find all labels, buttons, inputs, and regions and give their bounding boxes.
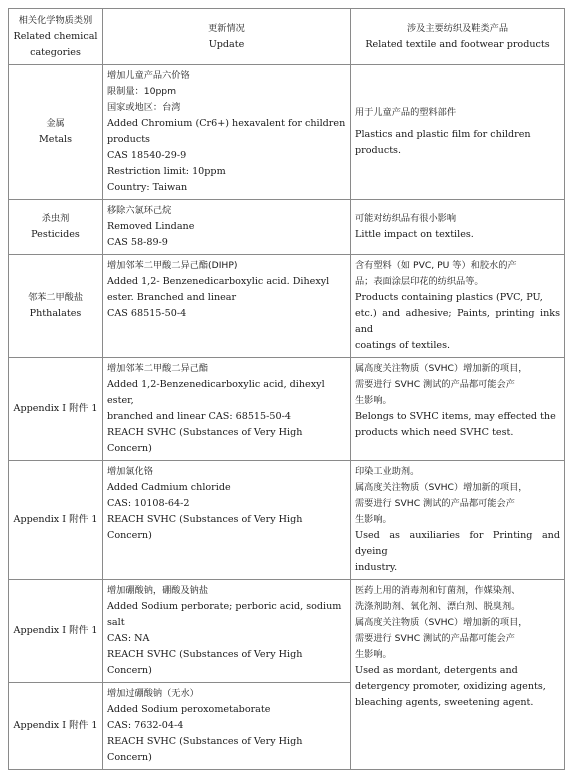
category-cn: 杀虫剂 [41,213,70,224]
header-update-line: Update [208,38,245,50]
update-line: CAS: 7632-04-4 [107,720,184,731]
update-line: products [107,134,150,145]
table-row [9,255,565,358]
update-line: REACH SVHC (Substances of Very High Concern) [107,649,303,676]
update-line: CAS 18540-29-9 [107,150,187,161]
update-cell [103,255,351,358]
update-cell [103,580,351,683]
update-line: CAS: NA [107,633,150,644]
products-cell [351,580,565,770]
products-line: etc.) and adhesive; Paints, printing inks and [355,308,560,335]
update-line: CAS 58-89-9 [107,237,168,248]
category-label: Appendix I 附件 1 [13,625,98,636]
update-line: 增加氯化铬 [107,466,153,477]
products-line: industry. [355,562,398,573]
category-cell [9,358,103,461]
update-cell [103,683,351,770]
header-row [9,9,565,65]
update-line: ester. Branched and linear [107,292,237,303]
products-line: Little impact on textiles. [355,229,474,240]
update-line: 增加邻苯二甲酸二异己酯(DIHP) [107,260,238,271]
update-line: Added Sodium peroxometaborate [107,704,271,715]
update-line: REACH SVHC (Substances of Very High Concern) [107,736,303,763]
header-category-line: 相关化学物质类别 [18,14,93,26]
products-line: 用于儿童产品的塑料部件 [355,107,457,118]
products-line: 生影响。 [355,649,392,660]
category-en: Metals [38,134,73,145]
category-label: Appendix I 附件 1 [13,403,98,414]
category-cn: 金属 [46,118,65,129]
products-line: 洗涤剂助剂、氧化剂、漂白剂、脱臭剂。 [355,601,521,612]
update-line: Added Cadmium chloride [107,482,231,493]
header-category [9,9,103,65]
products-line: Used as mordant, detergents and [355,665,518,676]
header-update-line: 更新情况 [208,22,245,34]
update-line: Added Sodium perborate; perboric acid, sodium [107,601,342,612]
category-cell [9,683,103,770]
table-row [9,65,565,200]
products-line: products which need SVHC test. [355,427,514,438]
products-line: 含有塑料（如 PVC, PU 等）和胶水的产 [355,260,517,271]
header-products-line: 涉及主要纺织及鞋类产品 [406,22,509,34]
products-line: 需要进行 SVHC 测试的产品都可能会产 [355,379,515,390]
update-line: 国家或地区：台湾 [107,102,181,113]
header-update [103,9,351,65]
products-line: 属高度关注物质（SVHC）增加新的项目， [355,482,528,493]
header-category-line: Related chemical [13,30,98,42]
products-line: coatings of textiles. [355,340,451,351]
update-line: 移除六氯环己烷 [107,205,172,216]
products-cell [351,461,565,580]
update-line: 增加过硼酸钠（无水） [107,688,199,699]
products-line: 可能对纺织品有很小影响 [355,213,457,224]
category-label: Appendix I 附件 1 [13,720,98,731]
update-cell [103,200,351,255]
table-row [9,200,565,255]
category-label: Appendix I 附件 1 [13,514,98,525]
update-line: Removed Lindane [107,221,195,232]
products-line: 印染工业助剂。 [355,466,420,477]
update-cell [103,461,351,580]
category-en: Pesticides [31,229,80,240]
table-row [9,580,565,683]
category-cell [9,65,103,200]
products-line: 需要进行 SVHC 测试的产品都可能会产 [355,498,515,509]
update-line: Added Chromium (Cr6+) hexavalent for children [107,118,346,129]
header-category-line: categories [30,46,81,58]
update-line: salt [107,617,125,628]
products-line: 需要进行 SVHC 测试的产品都可能会产 [355,633,515,644]
category-cell [9,461,103,580]
update-line: CAS: 10108-64-2 [107,498,190,509]
products-line: Belongs to SVHC items, may effected the [355,411,556,422]
header-products-line: Related textile and footwear products [365,38,550,50]
products-line: 生影响。 [355,395,392,406]
products-cell [351,255,565,358]
update-cell [103,65,351,200]
products-line: 品；表面涂层印花的纺织品等。 [355,276,484,287]
update-line: branched and linear CAS: 68515-50-4 [107,411,291,422]
header-products [351,9,565,65]
update-line: 限制量：10ppm [107,86,177,97]
category-cell [9,200,103,255]
products-line: detergency promoter, oxidizing agents, [355,681,546,692]
category-cell [9,255,103,358]
products-cell [351,200,565,255]
products-cell [351,65,565,200]
category-en: Phthalates [29,308,82,319]
category-cn: 邻苯二甲酸盐 [27,292,84,303]
update-line: Added 1,2-Benzenedicarboxylic acid, dihexyl ester, [107,379,325,406]
update-line: REACH SVHC (Substances of Very High Concern) [107,427,303,454]
update-line: 增加邻苯二甲酸二异己酯 [107,363,209,374]
products-cell [351,358,565,461]
products-line: 属高度关注物质（SVHC）增加新的项目， [355,617,528,628]
update-cell [103,358,351,461]
update-line: Added 1,2- Benzenedicarboxylic acid. Dihexyl [107,276,330,287]
update-line: 增加儿童产品六价铬 [107,70,190,81]
products-line: 医药上用的消毒剂和钉菌剂，作媒染剂、 [355,585,521,596]
products-line: 属高度关注物质（SVHC）增加新的项目， [355,363,528,374]
table-row [9,358,565,461]
products-line: 生影响。 [355,514,392,525]
products-line: products. [355,145,402,156]
table-row [9,461,565,580]
update-line: Restriction limit: 10ppm [107,166,226,177]
update-line: REACH SVHC (Substances of Very High Concern) [107,514,303,541]
category-cell [9,580,103,683]
update-line: CAS 68515-50-4 [107,308,187,319]
products-line: Used as auxiliaries for Printing and dyeing [355,530,560,557]
chemical-update-table [8,8,565,770]
update-line: Country: Taiwan [107,182,188,193]
products-line: bleaching agents, sweetening agent. [355,697,534,708]
products-line: Plastics and plastic film for children [355,129,531,140]
update-line: 增加硼酸钠，硼酸及钠盐 [107,585,209,596]
products-line: Products containing plastics (PVC, PU, [355,292,543,303]
